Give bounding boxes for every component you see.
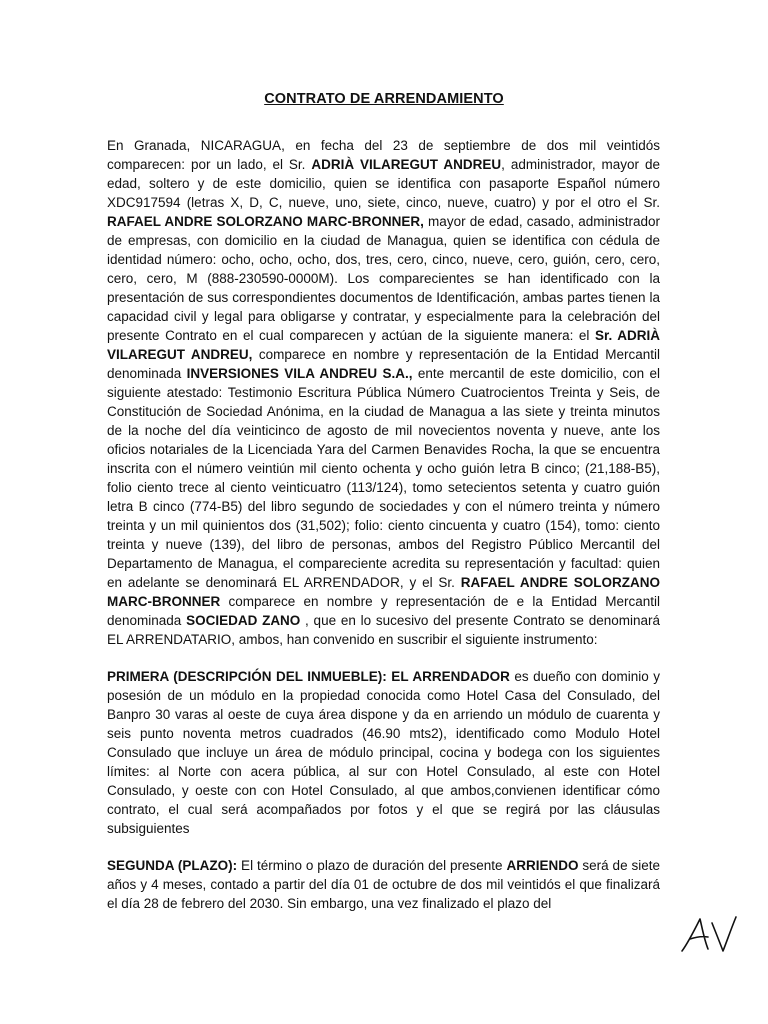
intro-paragraph xyxy=(107,136,660,649)
intro-text-5: ente mercantil de este domicilio, con el siguiente atestado: Testimonio Escritura Pública Número Cuatrocientos Treinta y Seis, de Constitución de Sociedad Anónima, en la ciudad de Managua a las siete y treinta minutos de la noche del día veinticinco de agosto de mil novecientos noventa y nueve, ante los oficios notariales de la Licenciada Yara del Carmen Benavides Rocha, la que se encuentra inscrita con el número veintiún mil ciento ochenta y ocho guión letra B cinco; (21,188-B5), folio ciento trece al ciento veinticuatro (113/124), tomo setecientos setenta y cuatro guión letra B cinco (774-B5) del libro segundo de sociedades y con el número treinta y número treinta y un mil quinientos dos (31,502); folio: ciento cincuenta y cuatro (154), tomo: ciento treinta y nueve (139), del libro de personas, ambos del Registro Público Mercantil del Departamento de Managua, el compareciente acredita su representación y facultad: quien en adelante se denominará EL ARRENDADOR, y el Sr. xyxy=(107,366,660,590)
clause-segunda-text-1: El término o plazo de duración del presente xyxy=(237,858,507,873)
clause-segunda xyxy=(107,856,660,913)
clause-primera-text: es dueño con dominio y posesión de un módulo en la propiedad conocida como Hotel Casa del Consulado, del Banpro 30 varas al oeste de cuya área dispone y da en arriendo un módulo de cuarenta y seis punto noventa metros cuadrados (46.90 mts2), identificado como Modulo Hotel Consulado que incluye un área de módulo principal, cocina y bodega con los siguientes límites: al Norte con acera pública, al sur con Hotel Consulado, al este con Hotel Consulado, y oeste con con Hotel Consulado, al que ambos,convienen identificar cómo contrato, el cual será acompañados por fotos y el que se regirá por las cláusulas subsiguientes xyxy=(107,669,660,836)
signature-initials xyxy=(678,913,738,957)
clause-segunda-arriendo: ARRIENDO xyxy=(506,858,579,873)
intro-text-4: comparece en nombre y representación de la Entidad Mercantil denominada xyxy=(107,347,660,381)
clause-segunda-text-2: será de siete años y 4 meses, contado a partir del día 01 de octubre de dos mil veintidós el que finalizará el día 28 de febrero del 2030. Sin embargo, una vez finalizado el plazo del xyxy=(107,858,660,911)
intro-text-3: mayor de edad, casado, administrador de empresas, con domicilio en la ciudad de Managua, quien se identifica con cédula de identidad número: ocho, ocho, ocho, dos, tres, cero, cinco, nueve, cero, guión, cero, cero, cero, cero, M (888-230590-0000M). Los comparecientes se han identificado con la presentación de sus correspondientes documentos de Identificación, ambas partes tienen la capacidad civil y legal para obligarse y contratar, y especialmente para la celebración del presente Contrato en el cual comparecen y actúan de la siguiente manera: el xyxy=(107,214,660,343)
document-body xyxy=(107,136,660,931)
clause-segunda-heading: SEGUNDA (PLAZO): xyxy=(107,858,238,873)
party-name-adria: ADRIÀ VILAREGUT ANDREU xyxy=(311,157,502,172)
clause-primera xyxy=(107,667,660,838)
intro-text-7: , que en lo sucesivo del presente Contrato se denominará EL ARRENDATARIO, ambos, han convenido en suscribir el siguiente instrumento: xyxy=(107,613,660,647)
company-name-vila-andreu: INVERSIONES VILA ANDREU S.A., xyxy=(186,366,413,381)
party-name-rafael: RAFAEL ANDRE SOLORZANO MARC-BRONNER, xyxy=(107,214,424,229)
intro-text-6: comparece en nombre y representación de e la Entidad Mercantil denominada xyxy=(107,594,660,628)
clause-primera-heading: PRIMERA (DESCRIPCIÓN DEL INMUEBLE): EL ARRENDADOR xyxy=(107,669,510,684)
intro-text-2: , administrador, mayor de edad, soltero y de este domicilio, quien se identifica con pasaporte Español número XDC917594 (letras X, D, C, nueve, uno, siete, cinco, nueve, cuatro) y por el otro el Sr. xyxy=(107,157,660,210)
party-name-adria-2: Sr. ADRIÀ VILAREGUT ANDREU, xyxy=(107,328,660,362)
party-name-rafael-2: RAFAEL ANDRE SOLORZANO MARC-BRONNER xyxy=(107,575,660,609)
intro-text-1: En Granada, NICARAGUA, en fecha del 23 de septiembre de dos mil veintidós comparecen: por un lado, el Sr. xyxy=(107,138,660,172)
document-title: CONTRATO DE ARRENDAMIENTO xyxy=(264,91,504,107)
company-name-zano: SOCIEDAD ZANO xyxy=(186,613,301,628)
